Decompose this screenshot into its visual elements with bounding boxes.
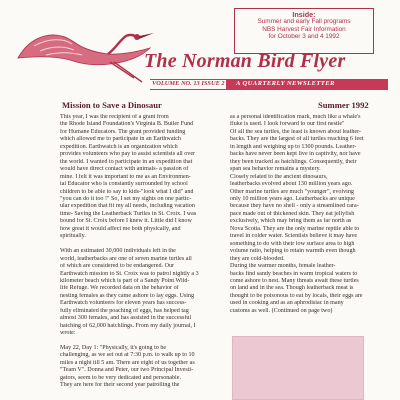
article-text-line: volume ratio, helping to retain warmth even though [230, 248, 356, 255]
article-text-line: travel in colder water. Scientists believe it may have [230, 233, 358, 240]
article-text-line: they been tracked as hatchlings. Consequently, their [230, 158, 357, 165]
article-text-line: fully eliminated the poaching of eggs, has helped tag [60, 307, 189, 314]
issue-date: Summer 1992 [318, 100, 369, 110]
article-text-line: almost 300 females, and has assisted in the successful [60, 315, 192, 322]
article-text-line: ular expedition that fit my all needs, including vacation [60, 203, 195, 210]
article-text-line: mine. I felt it was important to me as an Environmen- [60, 173, 191, 180]
article-text-line: Nova Scotia. They are the only marine reptile able to [230, 225, 360, 232]
article-text-line: the Rhode Island Foundation's Virginia B. Butler Fund [60, 121, 194, 128]
article-photo [232, 336, 364, 400]
article-text-line: challenging, as we set out at 7:30 p.m. to walk up to 10 [60, 352, 195, 359]
article-text-line: something to do with their low surface area to high [230, 240, 355, 247]
article-text-line: May 22, Day 1: "Physically, it's going to be [60, 345, 167, 352]
inside-line: for October 3 and 4 1992 [268, 32, 340, 40]
article-text-line: backs find sandy beaches in warm tropical waters to [230, 270, 358, 277]
article-text-line: spiritually. [60, 233, 86, 240]
heron-logo-icon [12, 24, 162, 86]
article-text-line: used in cooking and as an aphrodisiac in many [230, 300, 344, 307]
article-text-line: world, leatherbacks are one of seven marine turtles all [60, 255, 192, 262]
article-text-line: pace made out of thickened skin. They eat jellyfish [230, 210, 355, 217]
article-title: Mission to Save a Dinosaur [62, 100, 162, 110]
article-text-line: come ashore to nest. Many threats await these turtles [230, 277, 359, 284]
article-text-line: customs as well. (Continued on page two) [230, 307, 333, 314]
article-text-line: backs. They are the largest of all turtles reaching 6 feet [230, 136, 364, 143]
article-text-line: how great it would affect me both physically, and [60, 225, 181, 232]
article-text-line: backs have never been kept live in captivity, nor have [230, 151, 361, 158]
article-text-line: life Refuge. We recorded data on the behavior of [60, 285, 179, 292]
masthead-title: The Norman Bird Flyer [144, 50, 346, 72]
article-text-line [60, 338, 208, 345]
article-text-line: would have direct contact with animals- a passion of [60, 166, 189, 173]
article-text-line: for Humane Educators. The grant provided funding [60, 128, 186, 135]
article-text-line: exclusively, which may bring them as far north as [230, 218, 352, 225]
article-text-line: fluke is used. I look forward to our first nestle" [230, 121, 345, 128]
article-column-left [60, 114, 208, 390]
article-text-line: of which are considered to be endangered. Our [60, 263, 175, 270]
article-text-line: nesting females as they came ashore to lay eggs. Using [60, 292, 195, 299]
article-text-line: thought to be poisonous to eat by locals, their eggs are [230, 292, 363, 299]
article-text-line: tal Educator who is constantly surrounded by school [60, 181, 188, 188]
article-text-line: the world. I wanted to participate in an expedition that [60, 158, 193, 165]
inside-title: Inside: [292, 10, 316, 19]
article-text-line: wrote: [60, 330, 76, 337]
inside-box [234, 8, 374, 54]
article-text-line: Of all the sea turtles, the least is known about leather- [230, 128, 362, 135]
article-text-line: gators, seem to be very dedicated and personable. [60, 374, 181, 381]
article-text-line: They are here for their second year patrolling the [60, 382, 180, 389]
article-text-line: children to be able to say to kids-"look what I did" and [60, 188, 194, 195]
article-text-line: only 10 million years ago. Leatherbacks are unique [230, 195, 355, 202]
inside-line: Summer and early Fall programs [257, 18, 351, 26]
article-text-line: Closely related to the ancient dinosaurs, [230, 173, 328, 180]
article-text-line: kilometer beach which is part of a Sandy Point Wild- [60, 277, 190, 284]
article-text-line: Earthwatch mission to St. Croix was to patrol nightly a 3 [60, 270, 199, 277]
article-text-line: hatching of 62,000 hatchlings. From my daily journal, I [60, 322, 196, 329]
volume-issue: VOLUME NO. 13 ISSUE 2 [152, 80, 225, 87]
article-text-line: in length and weighing up to 1300 pounds. Leather- [230, 143, 357, 150]
article-column-right [230, 114, 390, 315]
article-text-line: miles a night till 5 am. There are eight of us together as [60, 359, 195, 366]
article-text-line: on land and in the sea. Though leatherback meat is [230, 285, 354, 292]
article-text-line: With an estimated 30,000 individuals left in the [60, 248, 176, 255]
article-text-line: which allowed me to participate in an Earthwatch [60, 136, 181, 143]
article-text-line: bound for St. Croix before I knew it. Little did I know [60, 218, 192, 225]
article-text-line: span sea behavior remains a mystery. [230, 166, 321, 173]
article-text-line: This year, I was the recipient of a grant from [60, 114, 169, 120]
article-text-line: because they have no shell - only a streamlined cara- [230, 203, 359, 210]
newsletter-subtitle: A QUARTERLY NEWSLETTER [236, 80, 335, 87]
article-text-line: "Team V". Donna and Peter, our two Principal Investi- [60, 367, 194, 374]
article-text-line: leatherbacks evolved about 130 million years ago. [230, 181, 353, 188]
article-text-line: time- Saving the Leatherback Turtles in St. Croix. I was [60, 210, 197, 217]
article-text-line: Other marine turtles are much "younger", evolving [230, 188, 354, 195]
article-text-line: they are cold-blooded. [230, 255, 285, 262]
inside-line: NBS Harvest Fair Information [262, 25, 346, 33]
article-text-line: During the warmer months, female leather- [230, 263, 336, 270]
article-text-line: Earthwatch volunteers for eleven years has success- [60, 300, 187, 307]
article-text-line: expedition. Earthwatch is an organization which [60, 143, 178, 150]
article-text-line: provides volunteers who pay to assist scientists all over [60, 151, 196, 158]
article-text-line: as a personal identification mark, much like a whale's [230, 114, 361, 120]
article-text-line: "you can do it too !" So, I set my sights on one partic- [60, 195, 192, 202]
article-text-line [60, 241, 208, 248]
